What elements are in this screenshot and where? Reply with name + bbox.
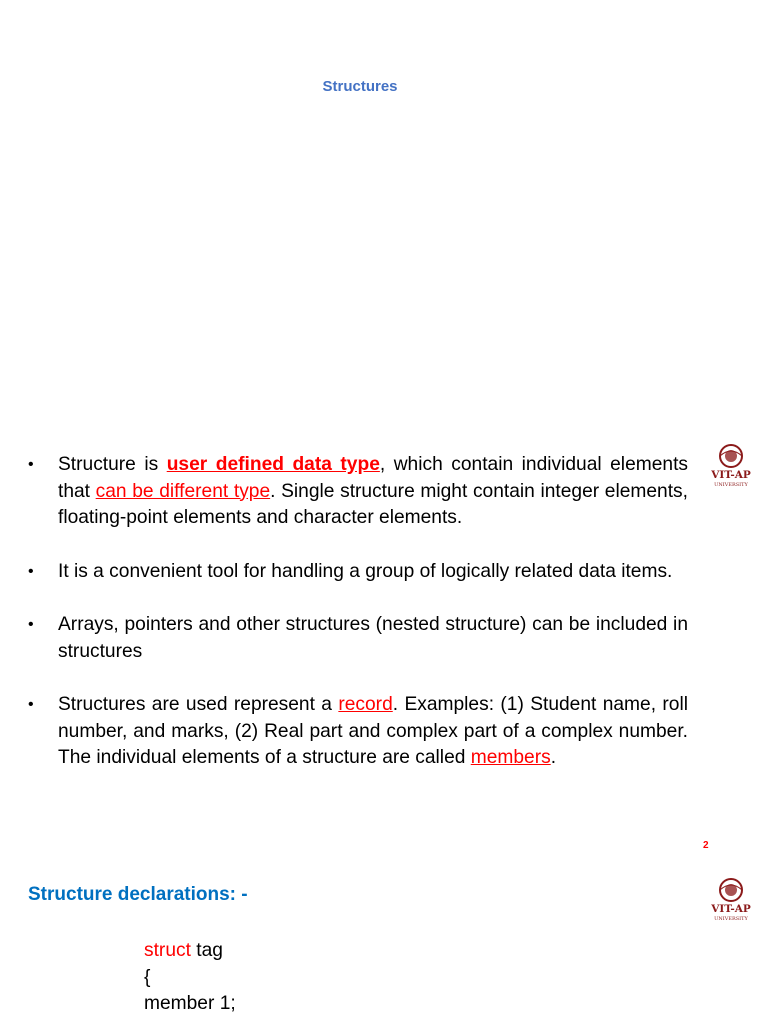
- highlight-term: can be different type: [95, 480, 271, 502]
- vit-ap-logo: [707, 876, 755, 924]
- bullet-list: [28, 452, 688, 799]
- svg-text:UNIVERSITY: UNIVERSITY: [714, 482, 748, 488]
- highlight-term: members: [470, 747, 551, 768]
- highlight-term: record: [338, 694, 393, 715]
- code-block: [144, 938, 236, 1018]
- list-item: • Arrays, pointers and other structures (nested structure) can be included in structures: [28, 614, 688, 662]
- svg-text:VIT-AP: VIT-AP: [711, 903, 751, 915]
- svg-text:UNIVERSITY: UNIVERSITY: [714, 916, 748, 922]
- vit-ap-logo: [707, 442, 755, 490]
- page-title: Structures: [322, 78, 398, 95]
- code-line: member 1;: [144, 993, 236, 1014]
- svg-text:VIT-AP: VIT-AP: [711, 469, 751, 481]
- bullet-dot: •: [28, 616, 34, 633]
- section-heading: Structure declarations: -: [28, 884, 248, 905]
- list-item: • Structures are used represent a record. Examples: (1) Student name, roll number, and marks, (2) Real part and complex part of a complex number. The individual elements of a structure are called members.: [28, 694, 689, 768]
- code-line: {: [144, 966, 151, 988]
- page-number: 2: [703, 840, 709, 851]
- bullet-dot: •: [28, 456, 34, 473]
- bullet-dot: •: [28, 696, 34, 713]
- code-line: struct tag: [144, 940, 223, 961]
- highlight-term: user defined data type: [166, 454, 380, 475]
- bullet-dot: •: [28, 562, 34, 580]
- struct-keyword: struct: [144, 940, 191, 961]
- list-item: • Structure is user defined data type, which contain individual elements that can be different type. Single structure might contain integer elements, floating-point elements and character elements.: [28, 454, 688, 528]
- list-item: • It is a convenient tool for handling a group of logically related data items.: [28, 559, 688, 586]
